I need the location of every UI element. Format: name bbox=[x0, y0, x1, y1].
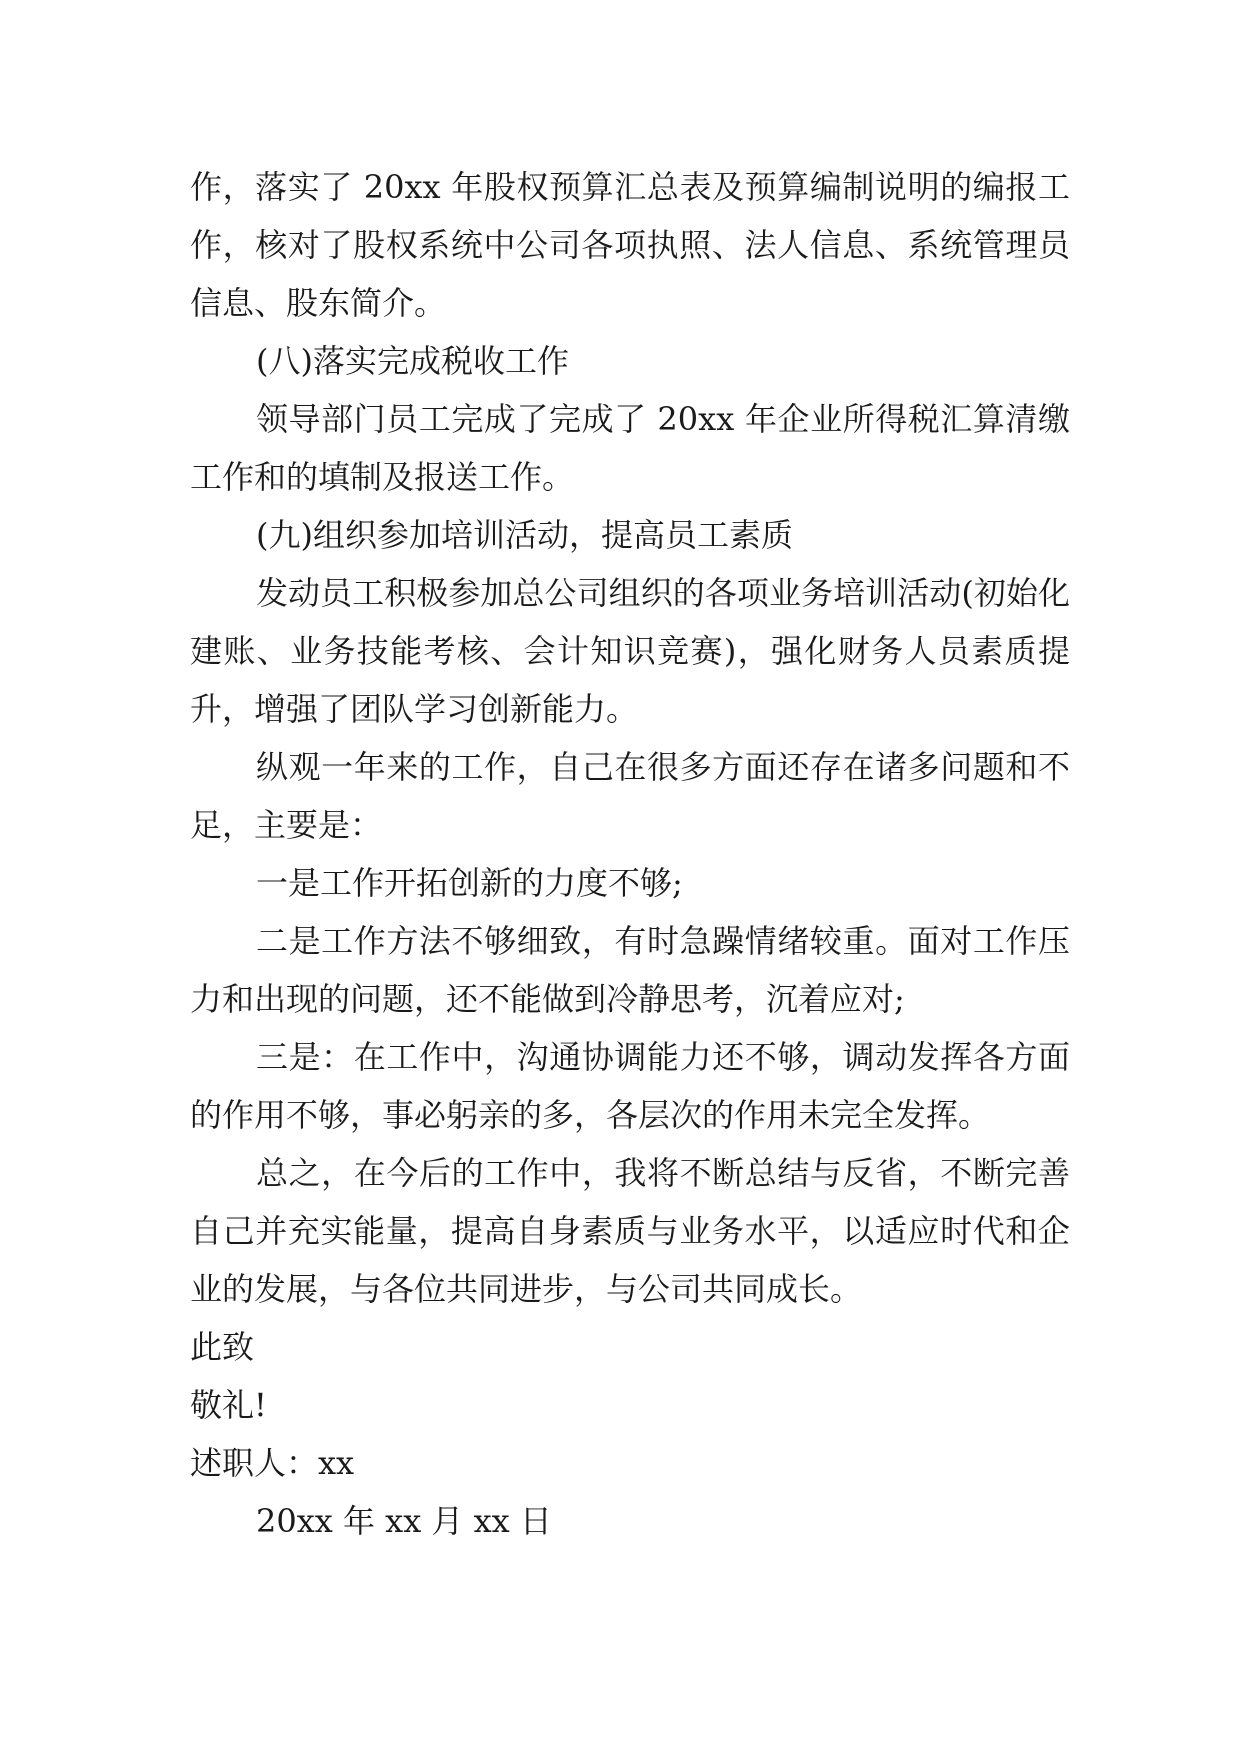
paragraph-conclusion: 总之，在今后的工作中，我将不断总结与反省，不断完善自己并充实能量，提高自身素质与业务水平，以适应时代和企业的发展，与各位共同进步，与公司共同成长。 bbox=[190, 1154, 1070, 1308]
shortcoming-item-2: 二是工作方法不够细致，有时急躁情绪较重。面对工作压力和出现的问题，还不能做到冷静思考，沉着应对; bbox=[190, 922, 1070, 1018]
paragraph-tax-work: 领导部门员工完成了完成了 20xx 年企业所得税汇算清缴工作和的填制及报送工作。 bbox=[190, 400, 1070, 496]
document-body bbox=[190, 158, 1070, 1550]
shortcoming-item-1: 一是工作开拓创新的力度不够; bbox=[256, 864, 683, 902]
section-heading-9: (九)组织参加培训活动，提高员工素质 bbox=[256, 516, 793, 554]
paragraph-shortcomings-intro: 纵观一年来的工作，自己在很多方面还存在诸多问题和不足，主要是： bbox=[190, 748, 1070, 844]
shortcoming-item-3: 三是：在工作中，沟通协调能力还不够，调动发挥各方面的作用不够，事必躬亲的多，各层次的作用未完全发挥。 bbox=[190, 1038, 1070, 1134]
section-heading-8: (八)落实完成税收工作 bbox=[256, 342, 569, 380]
closing-salutation-2: 敬礼! bbox=[190, 1386, 267, 1424]
paragraph-training: 发动员工积极参加总公司组织的各项业务培训活动(初始化建账、业务技能考核、会计知识竞赛)，强化财务人员素质提升，增强了团队学习创新能力。 bbox=[190, 574, 1070, 728]
closing-salutation-1: 此致 bbox=[190, 1328, 255, 1366]
signer-line: 述职人：xx bbox=[190, 1444, 355, 1482]
paragraph-continued: 作，落实了 20xx 年股权预算汇总表及预算编制说明的编报工作，核对了股权系统中公司各项执照、法人信息、系统管理员信息、股东简介。 bbox=[190, 168, 1070, 322]
date-line: 20xx 年 xx 月 xx 日 bbox=[256, 1502, 552, 1540]
